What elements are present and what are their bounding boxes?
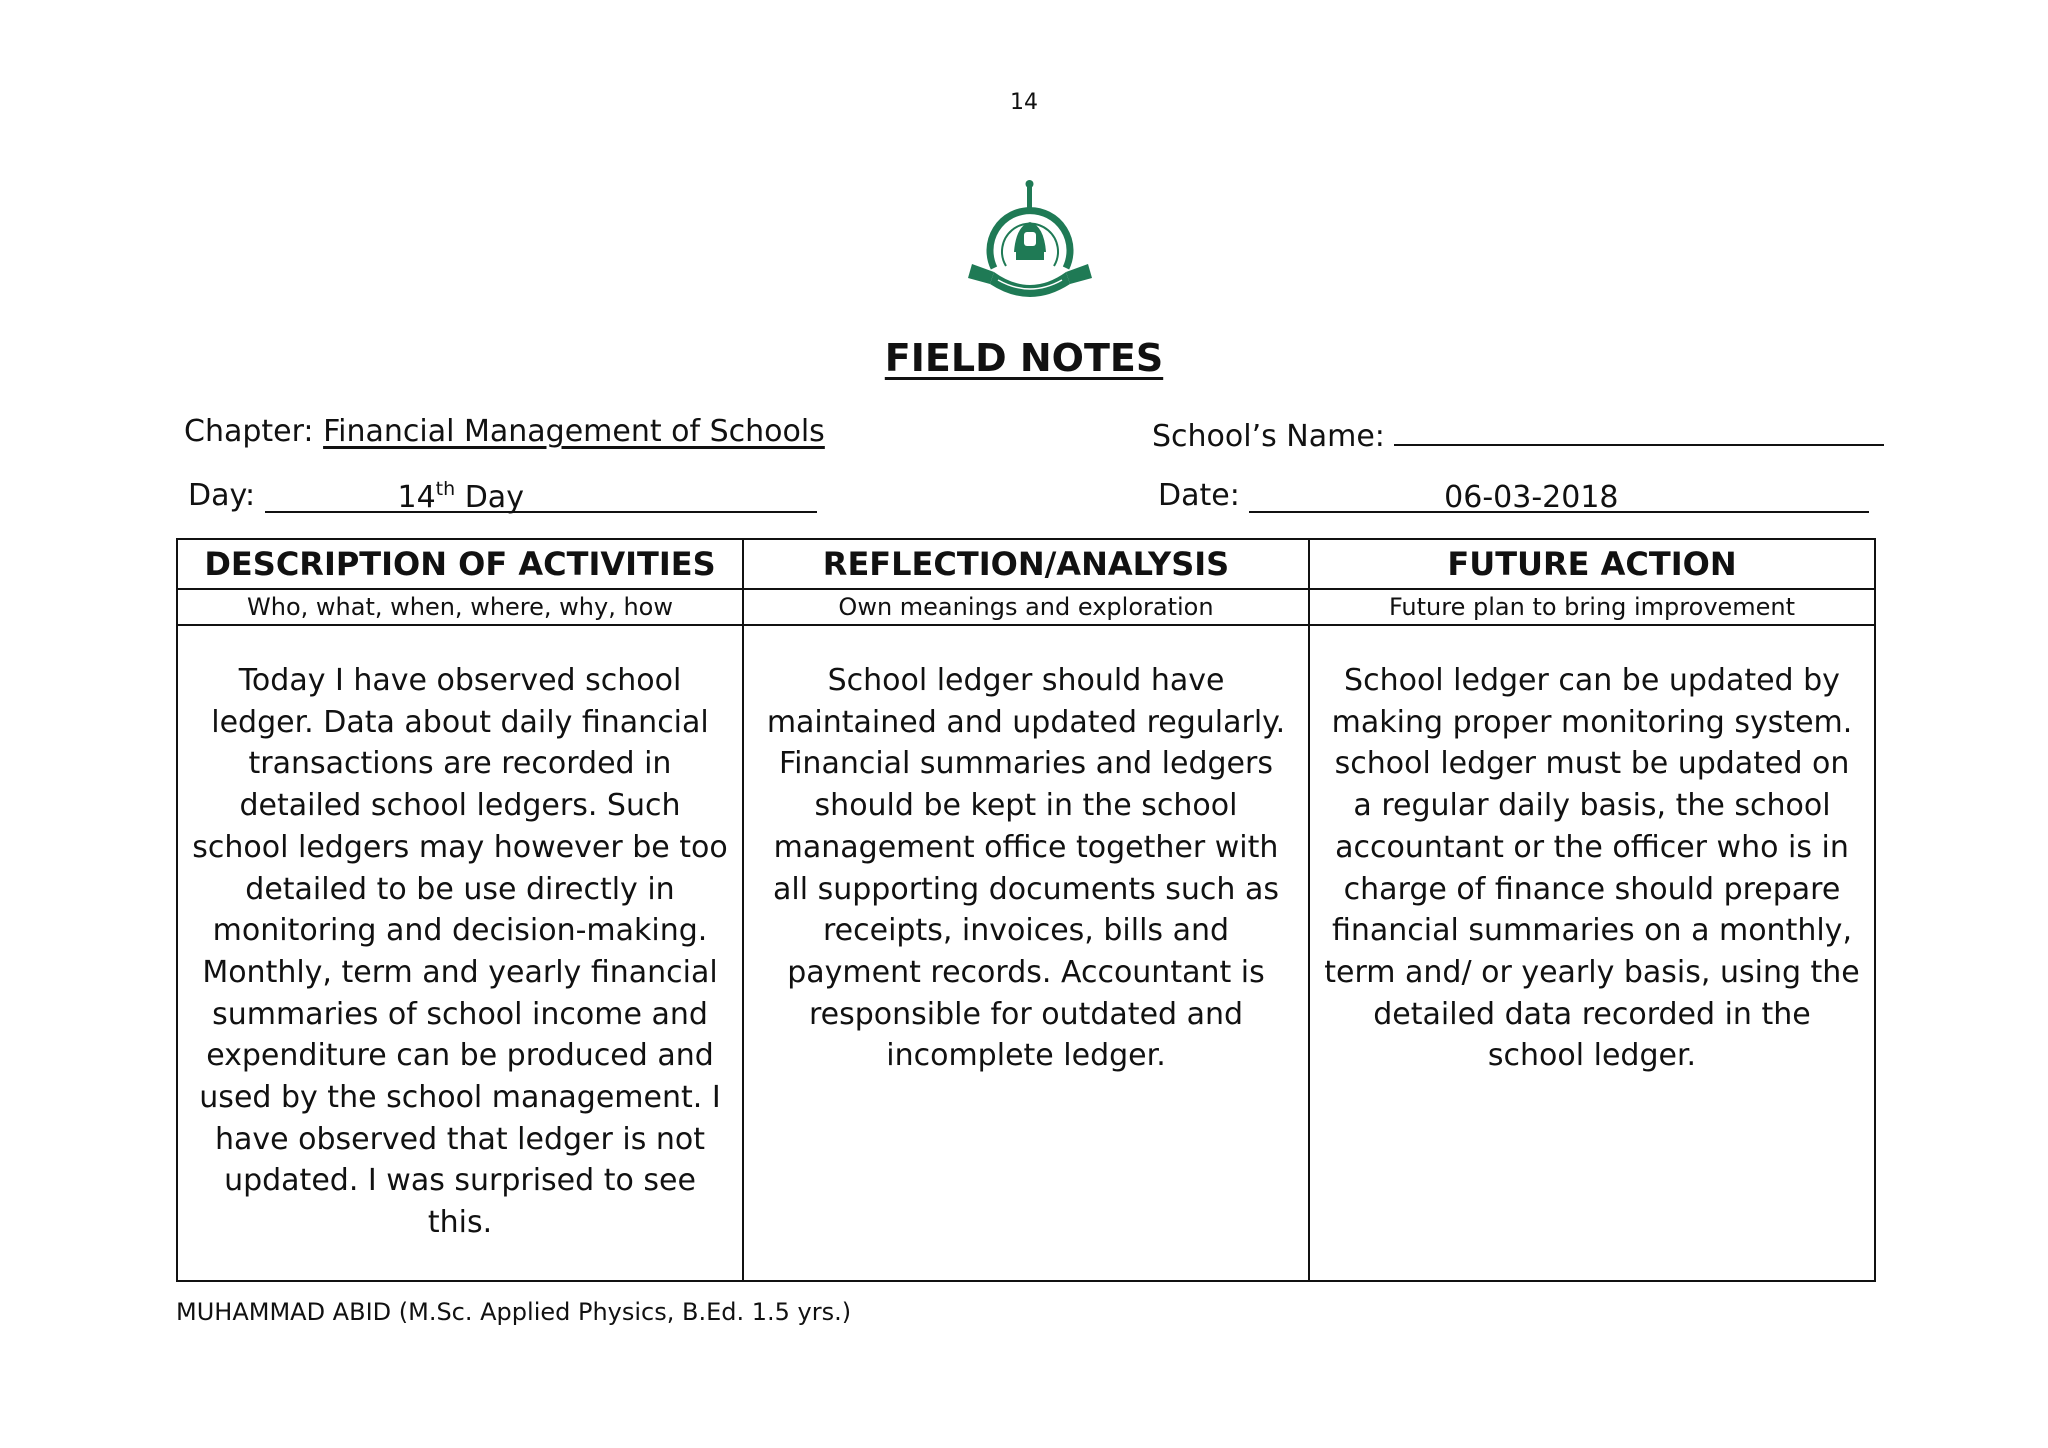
column-subheader-reflection: Own meanings and exploration bbox=[743, 589, 1309, 625]
description-text: Today I have observed school ledger. Data about daily financial transactions are recorded in detailed school ledgers. Such school ledgers may however be too detailed to be use directly in monitoring and decision-making. Monthly, term and yearly financial summaries of school income and expenditure can be produced and used by the school management. I have observed that ledger is not updated. I was surprised to see this. bbox=[177, 625, 743, 1281]
table-body-row bbox=[177, 625, 1875, 1281]
chapter-label: Chapter: bbox=[184, 414, 314, 449]
school-name-label: School’s Name: bbox=[1152, 419, 1385, 454]
chapter-field bbox=[184, 414, 825, 449]
document-title: FIELD NOTES bbox=[884, 336, 1164, 380]
author-footer: MUHAMMAD ABID (M.Sc. Applied Physics, B.Ed. 1.5 yrs.) bbox=[176, 1298, 852, 1326]
day-word: Day bbox=[455, 480, 524, 515]
chapter-value: Financial Management of Schools bbox=[323, 414, 825, 449]
table-subheader-row bbox=[177, 589, 1875, 625]
column-header-future-action: FUTURE ACTION bbox=[1309, 539, 1875, 589]
date-label: Date: bbox=[1158, 478, 1240, 513]
date-value: 06-03-2018 bbox=[1444, 480, 1619, 515]
day-value bbox=[397, 480, 523, 515]
day-field bbox=[188, 478, 817, 513]
field-notes-table bbox=[176, 538, 1876, 1282]
column-header-description: DESCRIPTION OF ACTIVITIES bbox=[177, 539, 743, 589]
reflection-text: School ledger should have maintained and updated regularly. Financial summaries and ledgers should be kept in the school management office together with all supporting documents such as receipts, invoices, bills and payment records. Accountant is responsible for outdated and incomplete ledger. bbox=[743, 625, 1309, 1281]
date-field bbox=[1158, 478, 1869, 513]
future-action-text: School ledger can be updated by making proper monitoring system. school ledger must be updated on a regular daily basis, the school accountant or the officer who is in charge of finance should prepare financial summaries on a monthly, term and/ or yearly basis, using the detailed data recorded in the school ledger. bbox=[1309, 625, 1875, 1281]
column-subheader-description: Who, what, when, where, why, how bbox=[177, 589, 743, 625]
page-number: 14 bbox=[1010, 90, 1038, 115]
column-header-reflection: REFLECTION/ANALYSIS bbox=[743, 539, 1309, 589]
column-subheader-future-action: Future plan to bring improvement bbox=[1309, 589, 1875, 625]
day-label: Day: bbox=[188, 478, 256, 513]
school-name-field bbox=[1152, 414, 1884, 454]
table-header-row bbox=[177, 539, 1875, 589]
day-number: 14 bbox=[397, 480, 436, 515]
university-crest-icon bbox=[954, 176, 1106, 312]
day-suffix: th bbox=[435, 478, 456, 500]
